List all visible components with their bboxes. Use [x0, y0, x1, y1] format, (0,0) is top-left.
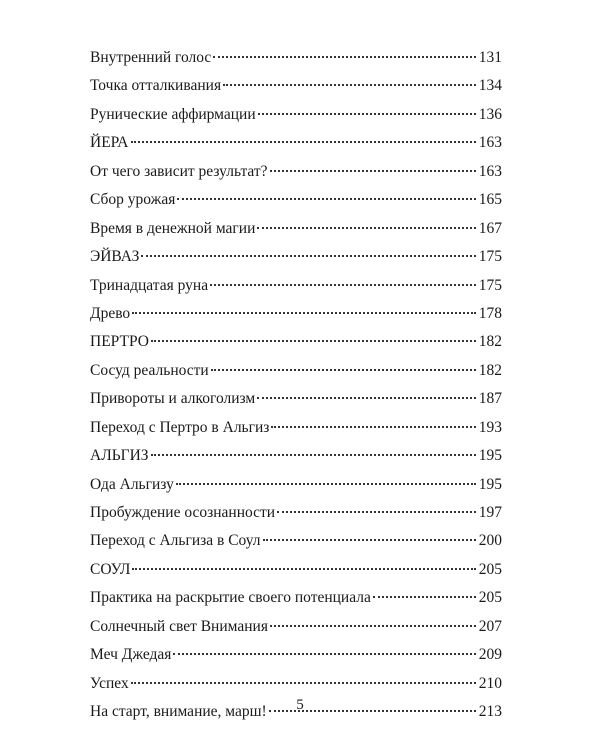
toc-entry-page: 134 — [478, 77, 502, 95]
dot-leader — [270, 625, 476, 627]
toc-entry-page: 175 — [478, 276, 502, 294]
toc-entry-page: 205 — [478, 589, 502, 607]
toc-entry-title: Сбор урожая — [90, 191, 176, 209]
toc-entry-title: ПЕРТРО — [90, 333, 149, 351]
toc-entry[interactable] — [90, 101, 502, 129]
dot-leader — [177, 198, 475, 200]
toc-entry-page: 163 — [478, 134, 502, 152]
toc-entry-page: 187 — [478, 390, 502, 408]
toc-entry-title: Привороты и алкоголизм — [90, 390, 256, 408]
dot-leader — [211, 369, 476, 371]
toc-entry-title: ЭЙВАЗ — [90, 248, 140, 266]
toc-entry-title: Успех — [90, 674, 129, 692]
toc-entry[interactable] — [90, 527, 502, 555]
toc-entry-title: Солнечный свет Внимания — [90, 617, 268, 635]
toc-entry-page: 195 — [478, 475, 502, 493]
toc-entry-title: АЛЬГИЗ — [90, 447, 149, 465]
toc-entry[interactable] — [90, 158, 502, 186]
toc-entry[interactable] — [90, 442, 502, 470]
toc-entry-title: СОУЛ — [90, 560, 131, 578]
dot-leader — [258, 113, 476, 115]
toc-entry[interactable] — [90, 272, 502, 300]
toc-entry[interactable] — [90, 186, 502, 214]
toc-entry-page: 200 — [478, 532, 502, 550]
dot-leader — [131, 682, 476, 684]
dot-leader — [141, 255, 475, 257]
toc-entry[interactable] — [90, 641, 502, 669]
toc-entry-title: Внутренний голос — [90, 49, 212, 66]
dot-leader — [176, 483, 476, 485]
toc-entry-page: 210 — [478, 674, 502, 692]
dot-leader — [263, 539, 476, 541]
toc-entry-page: 213 — [478, 703, 502, 721]
toc-entry[interactable] — [90, 556, 502, 584]
dot-leader — [173, 653, 475, 655]
toc-entry-title: ЙЕРА — [90, 134, 129, 152]
toc-entry-title: От чего зависит результат? — [90, 162, 268, 180]
toc-entry-page: 207 — [478, 617, 502, 635]
dot-leader — [151, 454, 476, 456]
toc-entry[interactable] — [90, 72, 502, 100]
toc-entry[interactable] — [90, 215, 502, 243]
toc-entry-page: 165 — [478, 191, 502, 209]
toc-entry[interactable] — [90, 584, 502, 612]
toc-entry-page: 193 — [478, 418, 502, 436]
dot-leader — [277, 511, 476, 513]
toc-entry[interactable] — [90, 613, 502, 641]
dot-leader — [373, 596, 476, 598]
dot-leader — [151, 340, 476, 342]
dot-leader — [213, 56, 475, 58]
toc-entry[interactable] — [90, 328, 502, 356]
toc-entry-title: Ода Альгизу — [90, 475, 174, 493]
toc-entry-title: На старт, внимание, марш! — [90, 703, 267, 721]
table-of-contents — [90, 44, 502, 727]
toc-entry-title: Меч Джедая — [90, 646, 172, 664]
toc-entry-page: 175 — [478, 248, 502, 266]
toc-entry-title: Время в денежной магии — [90, 219, 256, 237]
toc-entry-page: 197 — [478, 504, 502, 521]
toc-entry-page: 195 — [478, 447, 502, 465]
toc-entry-page: 182 — [478, 361, 502, 379]
toc-entry[interactable] — [90, 243, 502, 271]
dot-leader — [131, 141, 476, 143]
page-number: 5 — [296, 697, 304, 713]
dot-leader — [210, 284, 476, 286]
dot-leader — [257, 227, 475, 229]
toc-entry-title: Практика на раскрытие своего потенциала — [90, 589, 371, 607]
toc-entry[interactable] — [90, 414, 502, 442]
toc-entry-page: 136 — [478, 105, 502, 123]
toc-entry-page: 167 — [478, 219, 502, 237]
toc-entry-title: Переход с Альгиза в Соул — [90, 532, 261, 550]
toc-entry[interactable] — [90, 44, 502, 72]
toc-entry-title: Древо — [90, 304, 131, 322]
toc-entry-title: Тринадцатая руна — [90, 276, 209, 294]
dot-leader — [271, 426, 475, 428]
dot-leader — [257, 397, 476, 399]
toc-entry-page: 178 — [478, 304, 502, 322]
toc-entry[interactable] — [90, 357, 502, 385]
toc-entry-page: 163 — [478, 162, 502, 180]
dot-leader — [132, 568, 475, 570]
toc-entry-page: 205 — [478, 560, 502, 578]
toc-entry-title: Переход с Пертро в Альгиз — [90, 418, 270, 436]
toc-entry-page: 131 — [478, 49, 502, 66]
toc-entry-title: Сосуд реальности — [90, 361, 209, 379]
toc-entry-title: Точка отталкивания — [90, 77, 222, 95]
toc-entry[interactable] — [90, 471, 502, 499]
toc-entry-page: 209 — [478, 646, 502, 664]
toc-entry[interactable] — [90, 670, 502, 698]
dot-leader — [223, 84, 476, 86]
toc-entry-title: Пробуждение осознанности — [90, 504, 276, 521]
toc-entry-title: Рунические аффирмации — [90, 105, 256, 123]
toc-entry[interactable] — [90, 129, 502, 157]
toc-entry[interactable] — [90, 499, 502, 527]
toc-entry[interactable] — [90, 385, 502, 413]
dot-leader — [270, 170, 476, 172]
dot-leader — [132, 312, 476, 314]
toc-entry-page: 182 — [478, 333, 502, 351]
toc-entry[interactable] — [90, 300, 502, 328]
